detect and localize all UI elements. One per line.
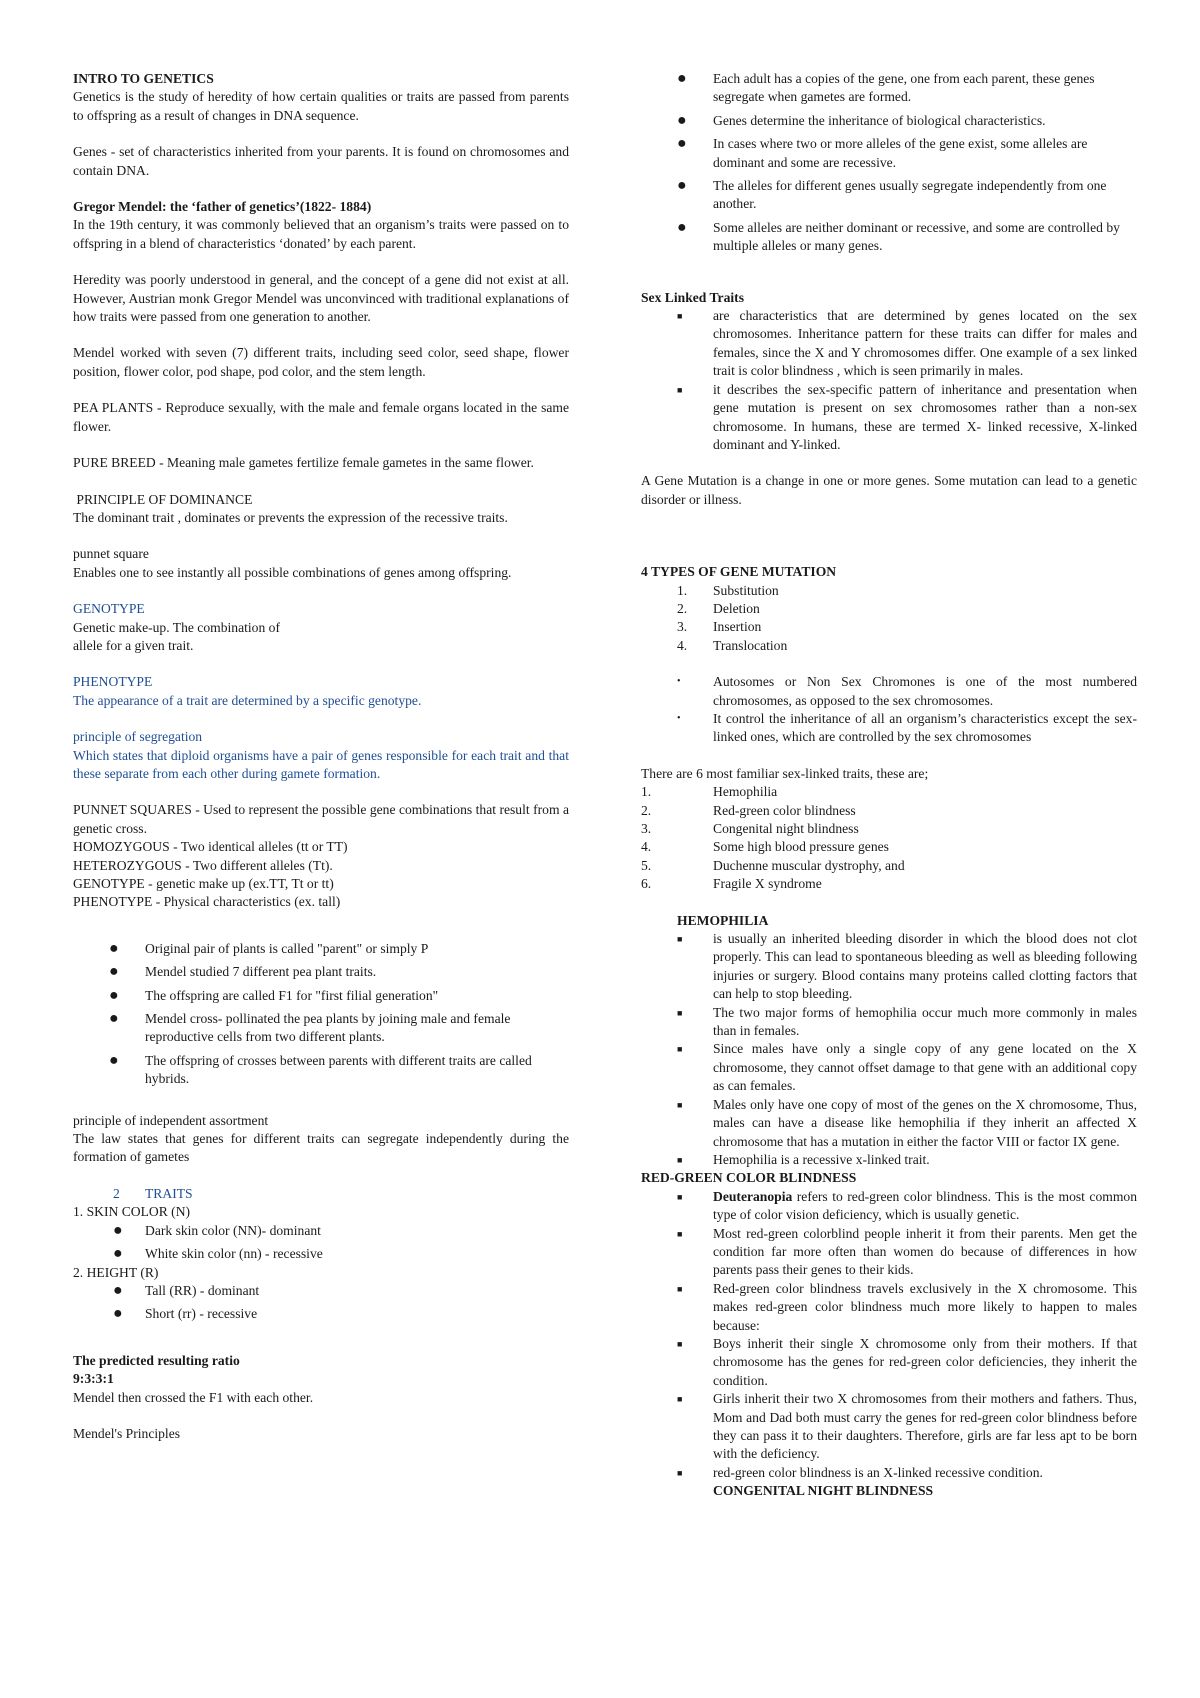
genotype-definition: GENOTYPE - genetic make up (ex.TT, Tt or tt) <box>73 876 334 891</box>
punnet-square-text: Enables one to see instantly all possible combinations of genes among offspring. <box>73 564 512 580</box>
gene-mutation-text: A Gene Mutation is a change in one or more genes. Some mutation can lead to a genetic disorder or illness. <box>641 473 1137 507</box>
segregation-title: principle of segregation <box>73 729 203 745</box>
genotype-line-2: allele for a given trait. <box>73 637 194 653</box>
square-bullet-icon: ■ <box>677 1228 683 1239</box>
list-item: ■ red-green color blindness is an X-linked recessive condition. <box>641 1464 1137 1482</box>
square-bullet-icon: ■ <box>677 311 683 322</box>
list-item: ■ it describes the sex-specific pattern of inheritance and presentation when gene mutation is present on sex chromosomes rather than a non-sex chromosome. In humans, these are termed X- linked recessive, X-linked dominant and Y-linked. <box>677 381 1137 452</box>
bullet-icon: ● <box>109 939 119 957</box>
bullet-icon: ● <box>677 111 687 129</box>
congenital-night-blindness-title: CONGENITAL NIGHT BLINDNESS <box>713 1483 934 1499</box>
genes-text: Genes - set of characteristics inherited from your parents. It is found on chromosomes and contain DNA. <box>73 144 569 178</box>
skin-color-title: 1. SKIN COLOR (N) <box>73 1204 191 1220</box>
square-bullet-icon: ■ <box>677 1044 683 1055</box>
left-column <box>73 70 569 1443</box>
autosomes-list <box>641 673 1137 747</box>
bullet-icon: ● <box>113 1305 123 1323</box>
list-item: 3. Insertion <box>677 619 762 635</box>
list-item: ■ Deuteranopia refers to red-green color blindness. This is the most common type of color vision deficiency, which is usually genetic. <box>677 1188 1137 1223</box>
bullet-icon: ● <box>113 1221 123 1239</box>
sex-linked-list <box>641 307 1137 454</box>
right-column <box>641 70 1137 1501</box>
list-item: ● Original pair of plants is called "parent" or simply P <box>109 939 429 957</box>
list-item: ● The offspring are called F1 for "first filial generation" <box>109 986 439 1004</box>
list-item: • It control the inheritance of all an organism’s characteristics except the sex-linked ones, which are controlled by the sex chromosomes <box>677 710 1137 745</box>
bullet-icon: ● <box>109 1010 119 1028</box>
mendel-title: Gregor Mendel: the ‘father of genetics’(1822- 1884) <box>73 199 372 215</box>
mendel-paragraph-1: In the 19th century, it was commonly believed that an organism’s traits were passed on to offspring in a blend of characteristics ‘donated’ by each parent. <box>73 217 569 251</box>
ratio-title: The predicted resulting ratio <box>73 1352 240 1368</box>
list-item: 6. Fragile X syndrome <box>641 876 822 892</box>
bullet-icon: • <box>677 712 681 724</box>
square-bullet-icon: ■ <box>677 1467 683 1478</box>
dominance-text: The dominant trait , dominates or prevents the expression of the recessive traits. <box>73 509 508 525</box>
list-item: ■ Most red-green colorblind people inherit it from their parents. Men get the condition far more often than women do because of differences in how parents pass their genes to their kids. <box>677 1225 1137 1278</box>
independent-assortment-title: principle of independent assortment <box>73 1112 269 1128</box>
intro-text: Genetics is the study of heredity of how certain qualities or traits are passed from parents to offspring as a result of changes in DNA sequence. <box>73 89 569 123</box>
bullet-icon: ● <box>677 177 687 195</box>
list-item: ● Mendel studied 7 different pea plant traits. <box>109 963 377 981</box>
square-bullet-icon: ■ <box>677 934 683 945</box>
bullet-icon: ● <box>109 1051 119 1069</box>
mendels-principles: Mendel's Principles <box>73 1425 181 1441</box>
list-item: 2. Red-green color blindness <box>641 802 856 818</box>
traits-heading: 2 TRAITS <box>113 1185 193 1201</box>
list-item: ■ Hemophilia is a recessive x-linked trait. <box>641 1151 1137 1169</box>
ratio-text: Mendel then crossed the F1 with each other. <box>73 1389 314 1405</box>
independent-assortment-text: The law states that genes for different traits can segregate independently during the formation of gametes <box>73 1131 569 1165</box>
list-item: • Autosomes or Non Sex Chromones is one of the most numbered chromosomes, as opposed to the sex chromosomes. <box>677 674 1137 708</box>
familiar-traits-intro: There are 6 most familiar sex-linked traits, these are; <box>641 765 929 781</box>
mendel-bullet-list <box>73 940 569 1089</box>
list-item: ■ Boys inherit their single X chromosome only from their mothers. If that chromosome has the genes for red-green color deficiencies, they inherit the condition. <box>677 1335 1137 1388</box>
list-item: ■ Red-green color blindness travels exclusively in the X chromosome. This makes red-green color blindness much more likely to happen to males because: <box>677 1280 1137 1333</box>
height-title: 2. HEIGHT (R) <box>73 1264 159 1280</box>
list-item: ● White skin color (nn) - recessive <box>113 1245 323 1263</box>
square-bullet-icon: ■ <box>677 1394 683 1405</box>
list-item: 4. Some high blood pressure genes <box>641 839 889 855</box>
hemophilia-list <box>641 930 1137 1169</box>
list-item: ● Short (rr) - recessive <box>113 1305 258 1323</box>
list-item: ● Each adult has a copies of the gene, one from each parent, these genes segregate when gametes are formed. <box>677 70 1095 105</box>
punnett-squares-text: PUNNET SQUARES - Used to represent the possible gene combinations that result from a genetic cross. <box>73 802 569 836</box>
list-item: ■ is usually an inherited bleeding disorder in which the blood does not clot properly. This can lead to spontaneous bleeding as well as bleeding following injuries or surgery. Blood contains many proteins called clotting factors that can help to stop bleeding. <box>677 931 1137 1002</box>
list-item: ■ Girls inherit their two X chromosomes from their mothers and fathers. Thus, Mom and Dad both must carry the genes for red-green color blindness before they can pass it to their daughters. Therefore, girls are far less apt to be born with the deficiency. <box>677 1391 1137 1462</box>
square-bullet-icon: ■ <box>677 1338 683 1349</box>
bullet-icon: • <box>677 676 681 688</box>
pea-plants-text: PEA PLANTS - Reproduce sexually, with the male and female organs located in the same flower. <box>73 400 569 434</box>
bullet-icon: ● <box>109 963 119 981</box>
list-item: ● Dark skin color (NN)- dominant <box>113 1221 321 1239</box>
bullet-icon: ● <box>677 70 687 87</box>
square-bullet-icon: ■ <box>677 1099 683 1110</box>
punnet-square-title: punnet square <box>73 546 149 562</box>
bullet-icon: ● <box>109 986 119 1004</box>
list-item: ■ are characteristics that are determined by genes located on the sex chromosomes. Inheritance pattern for these traits can differ for males and females, since the X and Y chromosomes differ. One example of a sex linked trait is color blindness , which is seen primarily in males. <box>677 308 1137 379</box>
list-item: 2. Deletion <box>677 600 760 616</box>
list-item: ● Tall (RR) - dominant <box>113 1281 260 1299</box>
red-green-list <box>641 1188 1137 1483</box>
list-item: ● Some alleles are neither dominant or recessive, and some are controlled by multiple alleles or many genes. <box>677 218 1120 254</box>
intro-title: INTRO TO GENETICS <box>73 71 214 86</box>
sex-linked-title: Sex Linked Traits <box>641 289 744 305</box>
list-item: 4. Translocation <box>677 637 788 653</box>
segregation-text: Which states that diploid organisms have a pair of genes responsible for each trait and that these separate from each other during gamete formation. <box>73 747 569 781</box>
list-item: ■ Since males have only a single copy of any gene located on the X chromosome, they cannot offset damage to that gene with an additional copy as can females. <box>677 1041 1137 1094</box>
square-bullet-icon: ■ <box>677 1154 683 1165</box>
list-item: ● The offspring of crosses between parents with different traits are called hybrids. <box>109 1051 532 1087</box>
skin-color-list <box>73 1222 569 1264</box>
phenotype-definition: PHENOTYPE - Physical characteristics (ex. tall) <box>73 894 341 910</box>
mutation-types-list <box>641 582 1137 656</box>
red-green-title: RED-GREEN COLOR BLINDNESS <box>641 1170 857 1186</box>
list-item: ● The alleles for different genes usually segregate independently from one another. <box>677 177 1107 212</box>
familiar-traits-list <box>641 783 1137 893</box>
list-item: 5. Duchenne muscular dystrophy, and <box>641 857 905 873</box>
list-item: 3. Congenital night blindness <box>641 821 859 836</box>
phenotype-title: PHENOTYPE <box>73 674 153 690</box>
mendel-paragraph-2: Heredity was poorly understood in general, and the concept of a gene did not exist at all. However, Austrian monk Gregor Mendel was unconvinced with traditional explanations of how traits were passed from one generation to another. <box>73 272 569 325</box>
list-item: ■ The two major forms of hemophilia occur much more commonly in males than in females. <box>677 1004 1137 1039</box>
mutation-types-title: 4 TYPES OF GENE MUTATION <box>641 564 837 580</box>
list-item: ● In cases where two or more alleles of the gene exist, some alleles are dominant and some are recessive. <box>677 135 1088 170</box>
square-bullet-icon: ■ <box>677 384 683 395</box>
dominance-title: PRINCIPLE OF DOMINANCE <box>73 491 253 507</box>
square-bullet-icon: ■ <box>677 1283 683 1294</box>
mendel-paragraph-3: Mendel worked with seven (7) different traits, including seed color, seed shape, flower position, flower color, pod shape, pod color, and the stem length. <box>73 345 569 379</box>
heterozygous-text: HETEROZYGOUS - Two different alleles (Tt). <box>73 857 333 873</box>
list-item: ● Mendel cross- pollinated the pea plants by joining male and female reproductive cells from two different plants. <box>109 1010 511 1045</box>
height-list <box>73 1282 569 1324</box>
bullet-icon: ● <box>677 135 687 153</box>
bullet-icon: ● <box>677 218 687 236</box>
phenotype-text: The appearance of a trait are determined by a specific genotype. <box>73 692 422 708</box>
list-item: 1. Hemophilia <box>641 784 778 800</box>
hemophilia-title: HEMOPHILIA <box>677 912 769 928</box>
pure-breed-text: PURE BREED - Meaning male gametes fertilize female gametes in the same flower. <box>73 455 534 471</box>
square-bullet-icon: ■ <box>677 1191 683 1202</box>
bullet-icon: ● <box>113 1281 123 1299</box>
list-item: 1. Substitution <box>677 582 779 598</box>
list-item: ■ Males only have one copy of most of the genes on the X chromosome, Thus, males can have a disease like hemophilia if they inherit an affected X chromosome that has a mutation in either the factor VIII or factor IX gene. <box>677 1096 1137 1149</box>
square-bullet-icon: ■ <box>677 1007 683 1018</box>
homozygous-text: HOMOZYGOUS - Two identical alleles (tt or TT) <box>73 839 348 855</box>
list-item: ● Genes determine the inheritance of biological characteristics. <box>677 111 1046 129</box>
genotype-title: GENOTYPE <box>73 601 145 617</box>
ratio-value: 9:3:3:1 <box>73 1371 114 1387</box>
genotype-line-1: Genetic make-up. The combination of <box>73 619 280 635</box>
bullet-icon: ● <box>113 1245 123 1263</box>
principles-bullet-list <box>641 70 1137 256</box>
